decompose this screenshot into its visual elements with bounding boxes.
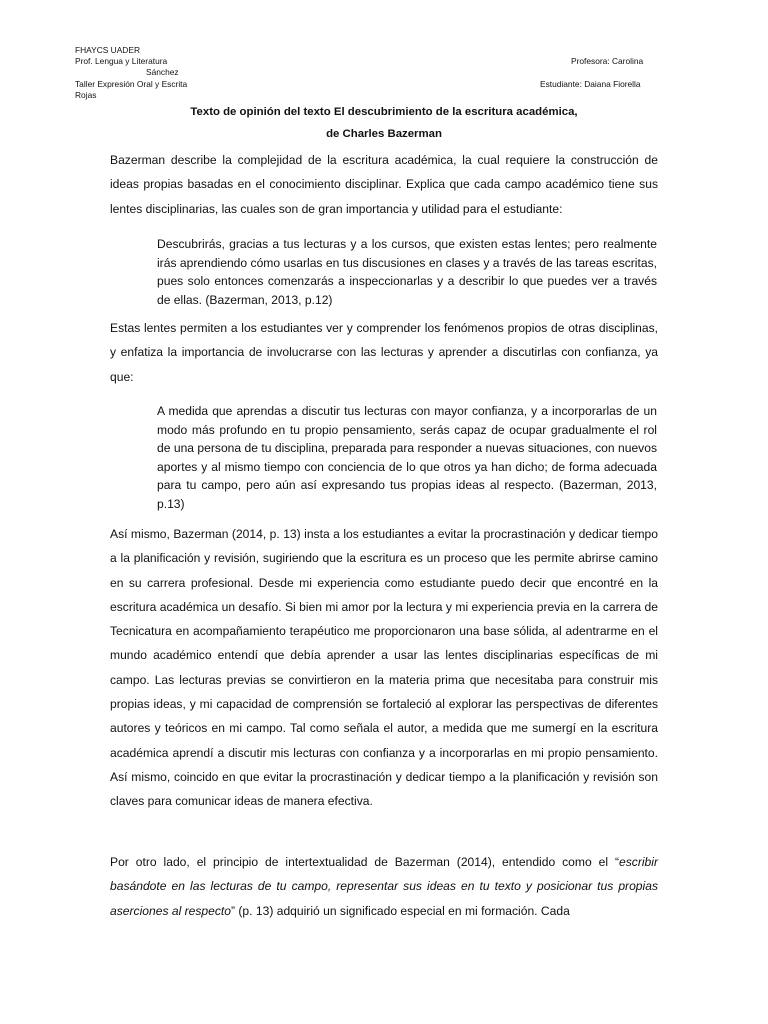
professor-label: Profesora: Carolina [571, 56, 644, 66]
document-title: Texto de opinión del texto El descubrimiento de la escritura académica, [190, 106, 578, 118]
paragraph-2: Estas lentes permiten a los estudiantes ver y comprender los fenómenos propios de otras disciplinas, y enfatiza la importancia de involucrarse con las lecturas y aprender a discutirlas con confianza, ya que: [110, 321, 658, 384]
paragraph-4-citation: ” (p. 13) adquirió un significado especial en mi formación. Cada [231, 903, 570, 918]
document-title-author: de Charles Bazerman [326, 128, 442, 140]
course-name: Prof. Lengua y Literatura [75, 56, 168, 66]
institution-name: FHAYCS UADER [75, 45, 140, 55]
block-quote-1: Descubrirás, gracias a tus lecturas y a los cursos, que existen estas lentes; pero realmente irás aprendiendo cómo usarlas en tus discusiones en clases y a través de las tareas escritas, pues solo entonces comenzarás a inspeccionarlas y a describir lo que puedes ver a través de ellas. (Bazerman, 2013, p.12) [157, 237, 657, 307]
paragraph-4-quote: escribir basándote en las lecturas de tu campo, representar sus ideas en tu texto y posicionar tus propias aserciones al respecto [110, 855, 658, 918]
paragraph-4 [110, 850, 658, 923]
paragraph-3: Así mismo, Bazerman (2014, p. 13) insta a los estudiantes a evitar la procrastinación y dedicar tiempo a la planificación y revisión, sugiriendo que la escritura es un proceso que les permite abrirse camino en su carrera profesional. Desde mi experiencia como estudiante puedo decir que encontré en la escritura académica un desafío. Si bien mi amor por la lectura y mi experiencia previa en la carrera de Tecnicatura en acompañamiento terapéutico me proporcionaron una base sólida, al adentrarme en el mundo académico entendí que debía aprender a usar las lentes disciplinarias específicas de mi campo. Las lecturas previas se convirtieron en la materia prima que necesitaba para construir mis propias ideas, y mi capacidad de comprensión se fortaleció al explorar las perspectivas de diferentes autores y teóricos en mi campo. Tal como señala el autor, a medida que me sumergí en la escritura académica aprendí a discutir mis lecturas con confianza y a incorporarlas en mi propio pensamiento. Así mismo, coincido en que evitar la procrastinación y dedicar tiempo a la planificación y revisión son claves para comunicar ideas de manera efectiva. [110, 527, 658, 809]
block-quote-2: A medida que aprendas a discutir tus lecturas con mayor confianza, y a incorporarlas de un modo más profundo en tu propio pensamiento, serás capaz de ocupar gradualmente el rol de una persona de tu disciplina, preparada para responder a nuevas situaciones, con nuevos aportes y al mismo tiempo con conciencia de lo que otros ya han dicho; de forma adecuada para tu campo, pero aún así expresando tus propias ideas al respecto. (Bazerman, 2013, p.13) [157, 404, 657, 511]
paragraph-1: Bazerman describe la complejidad de la escritura académica, la cual requiere la construcción de ideas propias basadas en el conocimiento disciplinar. Explica que cada campo académico tiene sus lentes disciplinarias, las cuales son de gran importancia y utilidad para el estudiante: [110, 153, 658, 216]
student-surname: Rojas [75, 90, 97, 100]
professor-surname: Sánchez [146, 67, 179, 77]
paragraph-4-text: Por otro lado, el principio de intertextualidad de Bazerman (2014), entendido como el “ [110, 855, 620, 869]
student-label: Estudiante: Daiana Fiorella [540, 79, 641, 89]
workshop-name: Taller Expresión Oral y Escrita [75, 79, 188, 89]
